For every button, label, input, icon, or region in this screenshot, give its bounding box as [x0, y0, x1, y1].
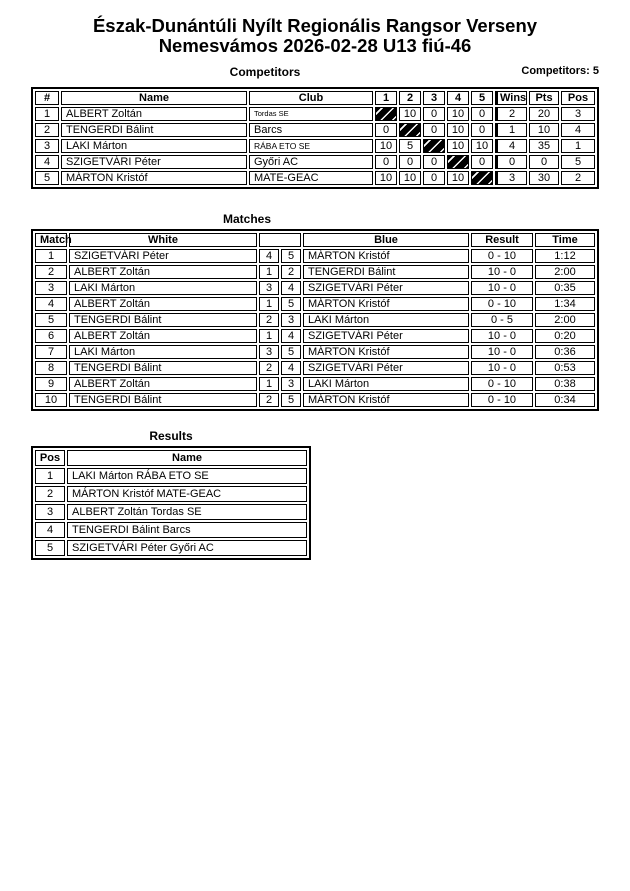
match-result: 0 - 10 — [471, 377, 533, 391]
col-header-blue: Blue — [303, 233, 469, 247]
match-time: 2:00 — [535, 265, 595, 279]
wins-cell: 3 — [495, 171, 527, 185]
competitor-row — [35, 171, 595, 185]
wins-cell: 4 — [495, 139, 527, 153]
white-player-name: LAKI Márton — [69, 345, 257, 359]
col-header-time: Time — [535, 233, 595, 247]
result-row — [35, 504, 307, 520]
match-result: 10 - 0 — [471, 361, 533, 375]
wins-cell: 0 — [495, 155, 527, 169]
self-match-cell — [423, 139, 445, 153]
result-pos: 2 — [35, 486, 65, 502]
match-result: 0 - 10 — [471, 393, 533, 407]
self-match-cell — [447, 155, 469, 169]
score-cell: 0 — [423, 155, 445, 169]
match-time: 0:20 — [535, 329, 595, 343]
col-header-round-1: 1 — [375, 91, 397, 105]
result-row — [35, 522, 307, 538]
match-number: 9 — [35, 377, 67, 391]
score-cell: 0 — [471, 123, 493, 137]
competitors-count: Competitors: 5 — [521, 65, 599, 77]
result-row — [35, 468, 307, 484]
blue-player-id: 5 — [281, 345, 301, 359]
match-result: 10 - 0 — [471, 281, 533, 295]
match-number: 1 — [35, 249, 67, 263]
match-time: 0:35 — [535, 281, 595, 295]
white-player-name: TENGERDI Bálint — [69, 313, 257, 327]
blue-player-name: SZIGETVÁRI Péter — [303, 281, 469, 295]
white-player-name: TENGERDI Bálint — [69, 361, 257, 375]
match-time: 1:34 — [535, 297, 595, 311]
white-player-id: 1 — [259, 329, 279, 343]
match-row — [35, 345, 595, 359]
blue-player-id: 4 — [281, 361, 301, 375]
pts-cell: 30 — [529, 171, 559, 185]
score-cell: 0 — [375, 155, 397, 169]
blue-player-name: SZIGETVÁRI Péter — [303, 329, 469, 343]
score-cell: 10 — [447, 107, 469, 121]
white-player-name: TENGERDI Bálint — [69, 393, 257, 407]
match-number: 5 — [35, 313, 67, 327]
competitor-club: Győri AC — [249, 155, 373, 169]
score-cell: 0 — [399, 155, 421, 169]
blue-player-name: SZIGETVÁRI Péter — [303, 361, 469, 375]
match-row — [35, 393, 595, 407]
white-player-id: 2 — [259, 361, 279, 375]
results-section-header — [31, 427, 599, 442]
col-header-wins: Wins — [495, 91, 527, 105]
pos-cell: 1 — [561, 139, 595, 153]
competitor-name: MÁRTON Kristóf — [61, 171, 247, 185]
competitor-club: Barcs — [249, 123, 373, 137]
blue-player-name: LAKI Márton — [303, 313, 469, 327]
col-header-player-ids — [259, 233, 301, 247]
white-player-id: 2 — [259, 393, 279, 407]
competitors-header-row — [35, 91, 595, 105]
matches-header-row — [35, 233, 595, 247]
col-header-name: Name — [67, 450, 307, 466]
competitors-heading: Competitors — [229, 65, 301, 79]
result-pos: 3 — [35, 504, 65, 520]
pos-cell: 3 — [561, 107, 595, 121]
match-row — [35, 249, 595, 263]
white-player-name: ALBERT Zoltán — [69, 377, 257, 391]
matches-table — [31, 229, 599, 411]
results-heading: Results — [149, 429, 193, 443]
result-pos: 5 — [35, 540, 65, 556]
blue-player-id: 3 — [281, 313, 301, 327]
match-number: 7 — [35, 345, 67, 359]
blue-player-id: 5 — [281, 393, 301, 407]
match-number: 10 — [35, 393, 67, 407]
match-result: 10 - 0 — [471, 265, 533, 279]
white-player-id: 3 — [259, 345, 279, 359]
self-match-cell — [375, 107, 397, 121]
match-time: 0:34 — [535, 393, 595, 407]
white-player-id: 3 — [259, 281, 279, 295]
col-header-round-4: 4 — [447, 91, 469, 105]
match-row — [35, 265, 595, 279]
score-cell: 10 — [447, 123, 469, 137]
col-header-white: White — [69, 233, 257, 247]
match-row — [35, 313, 595, 327]
col-header-match: Match — [35, 233, 67, 247]
match-result: 10 - 0 — [471, 345, 533, 359]
blue-player-id: 4 — [281, 281, 301, 295]
match-row — [35, 361, 595, 375]
col-header-round-2: 2 — [399, 91, 421, 105]
result-name: SZIGETVÁRI Péter Győri AC — [67, 540, 307, 556]
score-cell: 10 — [375, 139, 397, 153]
score-cell: 10 — [399, 107, 421, 121]
match-row — [35, 281, 595, 295]
competitors-section-header — [31, 63, 599, 78]
match-time: 0:53 — [535, 361, 595, 375]
match-time: 0:38 — [535, 377, 595, 391]
competitor-number: 4 — [35, 155, 59, 169]
blue-player-name: TENGERDI Bálint — [303, 265, 469, 279]
match-time: 0:36 — [535, 345, 595, 359]
col-header-round-5: 5 — [471, 91, 493, 105]
blue-player-id: 5 — [281, 297, 301, 311]
score-cell: 0 — [471, 107, 493, 121]
blue-player-id: 2 — [281, 265, 301, 279]
page-title-line2: Nemesvámos 2026-02-28 U13 fiú-46 — [158, 35, 472, 56]
col-header-num: # — [35, 91, 59, 105]
pts-cell: 0 — [529, 155, 559, 169]
blue-player-id: 5 — [281, 249, 301, 263]
results-header-row — [35, 450, 307, 466]
page-title-line1: Észak-Dunántúli Nyílt Regionális Rangsor Verseny — [92, 15, 538, 36]
blue-player-name: MÁRTON Kristóf — [303, 297, 469, 311]
match-result: 10 - 0 — [471, 329, 533, 343]
pos-cell: 5 — [561, 155, 595, 169]
result-name: TENGERDI Bálint Barcs — [67, 522, 307, 538]
white-player-id: 2 — [259, 313, 279, 327]
match-result: 0 - 5 — [471, 313, 533, 327]
page-title — [31, 16, 599, 56]
result-row — [35, 540, 307, 556]
blue-player-id: 4 — [281, 329, 301, 343]
score-cell: 0 — [471, 155, 493, 169]
matches-heading: Matches — [222, 212, 272, 226]
pos-cell: 4 — [561, 123, 595, 137]
pts-cell: 10 — [529, 123, 559, 137]
competitor-row — [35, 139, 595, 153]
match-number: 8 — [35, 361, 67, 375]
results-table — [31, 446, 311, 560]
score-cell: 0 — [375, 123, 397, 137]
col-header-result: Result — [471, 233, 533, 247]
competitor-row — [35, 107, 595, 121]
score-cell: 0 — [423, 107, 445, 121]
white-player-id: 1 — [259, 265, 279, 279]
competitor-name: SZIGETVÁRI Péter — [61, 155, 247, 169]
score-cell: 10 — [375, 171, 397, 185]
white-player-id: 1 — [259, 297, 279, 311]
competitor-number: 5 — [35, 171, 59, 185]
match-number: 2 — [35, 265, 67, 279]
col-header-pts: Pts — [529, 91, 559, 105]
self-match-cell — [471, 171, 493, 185]
competitor-club: MATE-GEAC — [249, 171, 373, 185]
score-cell: 5 — [399, 139, 421, 153]
result-name: ALBERT Zoltán Tordas SE — [67, 504, 307, 520]
score-cell: 0 — [423, 123, 445, 137]
competitors-table — [31, 87, 599, 189]
score-cell: 10 — [399, 171, 421, 185]
white-player-name: ALBERT Zoltán — [69, 297, 257, 311]
match-number: 6 — [35, 329, 67, 343]
self-match-cell — [399, 123, 421, 137]
white-player-id: 4 — [259, 249, 279, 263]
competitor-club: RÁBA ETO SE — [249, 139, 373, 153]
white-player-name: SZIGETVÁRI Péter — [69, 249, 257, 263]
col-header-pos: Pos — [561, 91, 595, 105]
result-name: MÁRTON Kristóf MATE-GEAC — [67, 486, 307, 502]
score-cell: 0 — [423, 171, 445, 185]
pts-cell: 20 — [529, 107, 559, 121]
blue-player-name: MÁRTON Kristóf — [303, 249, 469, 263]
competitor-number: 2 — [35, 123, 59, 137]
white-player-id: 1 — [259, 377, 279, 391]
result-pos: 1 — [35, 468, 65, 484]
blue-player-name: MÁRTON Kristóf — [303, 393, 469, 407]
result-row — [35, 486, 307, 502]
competitor-club: Tordas SE — [249, 107, 373, 121]
pts-cell: 35 — [529, 139, 559, 153]
competitor-row — [35, 155, 595, 169]
match-result: 0 - 10 — [471, 249, 533, 263]
white-player-name: ALBERT Zoltán — [69, 329, 257, 343]
match-result: 0 - 10 — [471, 297, 533, 311]
match-row — [35, 377, 595, 391]
blue-player-name: LAKI Márton — [303, 377, 469, 391]
score-cell: 10 — [447, 139, 469, 153]
col-header-round-3: 3 — [423, 91, 445, 105]
col-header-club: Club — [249, 91, 373, 105]
white-player-name: LAKI Márton — [69, 281, 257, 295]
white-player-name: ALBERT Zoltán — [69, 265, 257, 279]
col-header-pos: Pos — [35, 450, 65, 466]
blue-player-name: MÁRTON Kristóf — [303, 345, 469, 359]
matches-section-header — [31, 210, 599, 225]
competitor-name: LAKI Márton — [61, 139, 247, 153]
match-time: 2:00 — [535, 313, 595, 327]
competitor-name: ALBERT Zoltán — [61, 107, 247, 121]
match-time: 1:12 — [535, 249, 595, 263]
match-row — [35, 329, 595, 343]
blue-player-id: 3 — [281, 377, 301, 391]
match-number: 4 — [35, 297, 67, 311]
competitor-name: TENGERDI Bálint — [61, 123, 247, 137]
wins-cell: 2 — [495, 107, 527, 121]
competitor-number: 3 — [35, 139, 59, 153]
col-header-name: Name — [61, 91, 247, 105]
match-row — [35, 297, 595, 311]
result-pos: 4 — [35, 522, 65, 538]
pos-cell: 2 — [561, 171, 595, 185]
match-number: 3 — [35, 281, 67, 295]
result-name: LAKI Márton RÁBA ETO SE — [67, 468, 307, 484]
wins-cell: 1 — [495, 123, 527, 137]
score-cell: 10 — [471, 139, 493, 153]
competitor-row — [35, 123, 595, 137]
competitor-number: 1 — [35, 107, 59, 121]
score-cell: 10 — [447, 171, 469, 185]
